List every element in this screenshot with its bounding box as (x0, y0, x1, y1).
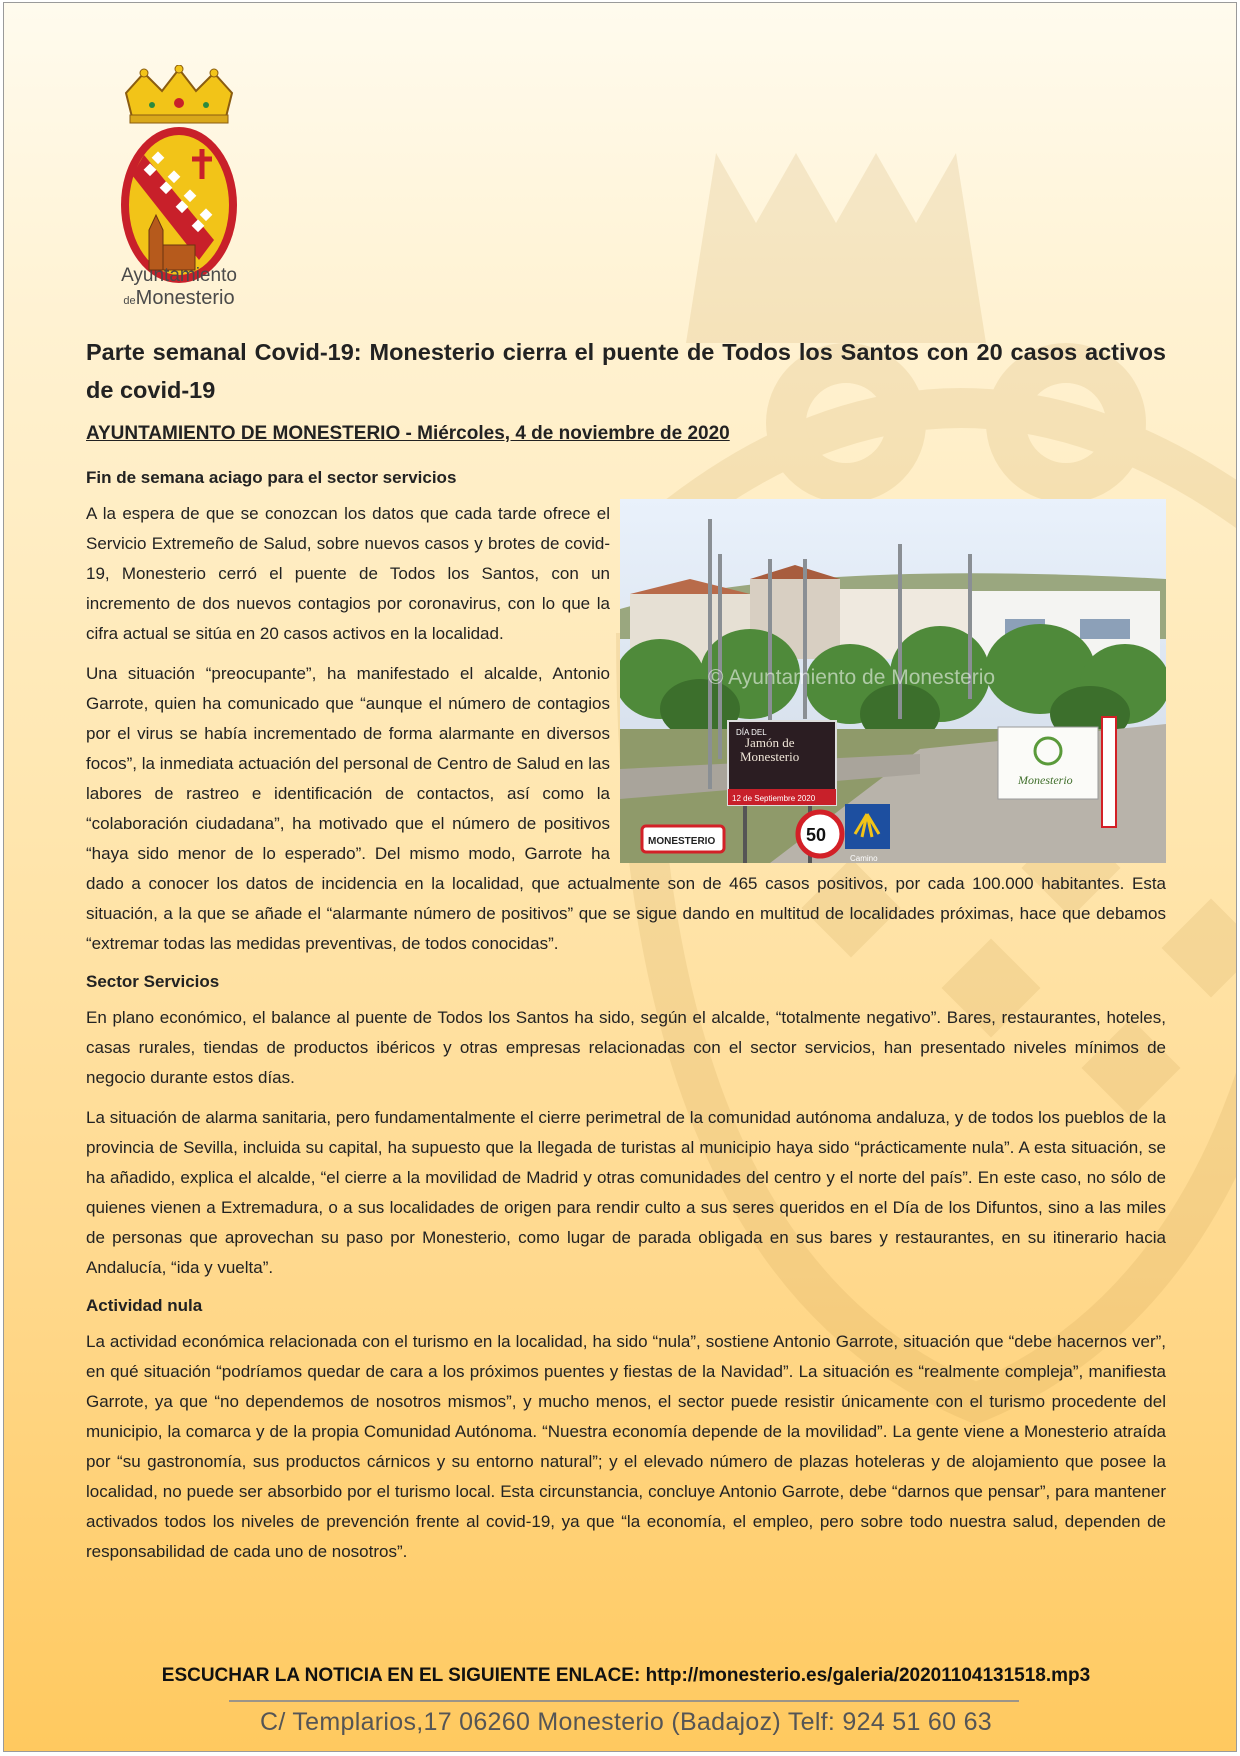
camino-sign (845, 804, 890, 849)
event-sign-line3: Monesterio (740, 749, 800, 764)
paragraph-5: La actividad económica relacionada con el turismo en la localidad, ha sido “nula”, sostiene Antonio Garrote, situación que “debe hacernos ver”, en qué situación “podríamos quedar de cara a los próximos puentes y fiestas de la Navidad”. La situación es “realmente compleja”, manifiesta Garrote, ya que “no dependemos de nosotros mismos”, y mucho menos, el sector puede resistir únicamente con el turismo procedente del municipio, la comarca y de la propia Comunidad Autónoma. “Nuestra economía depende de la movilidad”. La gente viene a Monesterio atraída por “su gastronomía, sus productos cárnicos y su entorno natural”; y el elevado número de plazas hoteleras y de alojamiento que posee la localidad, no puede ser absorbido por el turismo local. Esta circunstancia, concluye Antonio Garrote, debe “darnos que pensar”, para mantener activados todos los niveles de prevención frente al covid-19, ya que “la economía, el empleo, pero sobre todo nuestra salud, dependen de responsabilidad de cada uno de nosotros”. (86, 1332, 1166, 1561)
audio-link[interactable]: ESCUCHAR LA NOTICIA EN EL SIGUIENTE ENLACE: http://monesterio.es/galeria/20201104131518.mp3 (161, 1665, 1091, 1686)
logo-line-2-prefix: de (123, 295, 136, 307)
article (86, 333, 1166, 1577)
document-page (3, 2, 1237, 1752)
street-scene-image (620, 499, 1166, 863)
paragraph-3: En plano económico, el balance al puente de Todos los Santos ha sido, según el alcalde, “totalmente negativo”. Bares, restaurantes, hoteles, casas rurales, tiendas de productos ibéricos y otras empresas relacionadas con el sector servicios, han presentado niveles mínimos de negocio durante estos días. (86, 1008, 1166, 1087)
event-sign-date: 12 de Septiembre 2020 (732, 794, 816, 803)
logo-line-1: Ayuntamiento (121, 265, 237, 286)
brand-sign-text: Monesterio (1018, 773, 1073, 787)
article-photo (620, 499, 1166, 863)
event-sign-line2: Jamón de (745, 735, 795, 750)
article-title: Parte semanal Covid-19: Monesterio cierra el puente de Todos los Santos con 20 casos activos de covid-19 (86, 339, 1166, 403)
town-name-sign-text: MONESTERIO (648, 836, 716, 847)
footer-address: C/ Templarios,17 06260 Monesterio (Badajoz) Telf: 924 51 60 63 (259, 1708, 992, 1736)
section-heading-1: Fin de semana aciago para el sector servicios (86, 468, 457, 487)
article-byline: AYUNTAMIENTO DE MONESTERIO - Miércoles, 4 de noviembre de 2020 (86, 423, 730, 444)
logo-line-2 (104, 287, 254, 312)
section-heading-3: Actividad nula (86, 1296, 203, 1315)
paragraph-2: Una situación “preocupante”, ha manifestado el alcalde, Antonio Garrote, quien ha comunicado que “aunque el número de contagios por el virus se había incrementado de forma alarmante en diversos focos”, la inmediata actuación del personal de Centro de Salud en las labores de rastreo e identificación de contactos, así como la “colaboración ciudadana”, ha motivado que el número de positivos “haya sido menor de lo esperado”. Del mismo modo, Garrote ha dado a conocer los datos de incidencia en la localidad, que actualmente son de 465 casos positivos, por cada 100.000 habitantes. Esta situación, a la que se añade el “alarmante número de positivos” que se sigue dando en multitud de localidades próximas, hace que debamos “extremar todas las medidas preventivas, de todos conocidas”. (86, 664, 1166, 953)
paragraph-4: La situación de alarma sanitaria, pero fundamentalmente el cierre perimetral de la comunidad autónoma andaluza, y de todos los pueblos de la provincia de Sevilla, incluida su capital, ha supuesto que la llegada de turistas al municipio haya sido “prácticamente nula”. A esta situación, se ha añadido, explica el alcalde, “el cierre a la movilidad de Madrid y otras comunidades del centro y el norte del país”. En este caso, no sólo de quienes vienen a Extremadura, o a sus localidades de origen para rendir culto a sus seres queridos en el Día de los Difuntos, sino a las miles de personas que aprovechan su paso por Monesterio, como lugar de parada obligada en sus bares y restaurantes, en su itinerario hacia Andalucía, “ida y vuelta”. (86, 1108, 1166, 1277)
speed-limit-value: 50 (806, 825, 827, 845)
logo-caption (104, 265, 254, 312)
paragraph-1: A la espera de que se conozcan los datos que cada tarde ofrece el Servicio Extremeño de Salud, sobre nuevos casos y brotes de covid-19, Monesterio cerró el puente de Todos los Santos, con un incremento de dos nuevos contagios por coronavirus, con lo que la cifra actual se sitúa en 20 casos activos en la localidad. (86, 504, 610, 643)
camino-sign-label: Camino (850, 854, 878, 863)
logo-line-2-name: Monesterio (135, 287, 235, 309)
section-heading-2: Sector Servicios (86, 972, 220, 991)
event-sign-line1: DÍA DEL (736, 728, 767, 737)
footer-divider (229, 1700, 1019, 1702)
photo-watermark: © Ayuntamiento de Monesterio (708, 666, 996, 689)
